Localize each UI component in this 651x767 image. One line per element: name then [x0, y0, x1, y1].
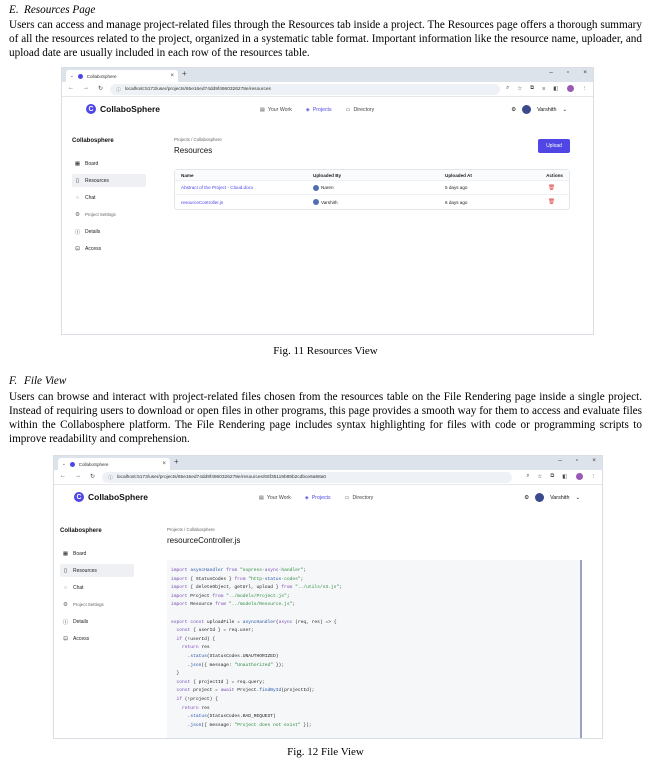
section-f-paragraph: Users can browse and interact with project-related files chosen from the resources table on the File Rendering page inside a single project. Instead of requiring users to download or open files in other programs, this page provides a smooth way for them to access and evaluate files within the Collabosphere platform. The File Rendering page includes syntax highlighting for files with code or programming scripts to improve readability and comprehension.	[9, 391, 642, 445]
board-icon: ▦	[74, 160, 81, 167]
nav-projects[interactable]: ◈ Projects	[304, 495, 331, 501]
back-icon[interactable]: ←	[68, 85, 74, 91]
nav-projects[interactable]: ◈ Projects	[305, 107, 332, 113]
info-icon: ⓘ	[74, 229, 81, 236]
code-line: if (!userId) {	[176, 636, 216, 642]
zoom-icon[interactable]: ⌕	[506, 85, 510, 91]
col-uploaded-at: Uploaded At	[445, 172, 472, 178]
breadcrumb[interactable]: Projects / Collabosphere	[174, 137, 222, 142]
zoom-icon[interactable]: ⌕	[526, 473, 530, 479]
file-icon: ▯	[63, 567, 68, 574]
browser-tabbar	[62, 68, 593, 82]
board-icon: ▦	[62, 550, 69, 557]
settings-icon[interactable]: ⚙	[511, 106, 517, 113]
forward-icon[interactable]: →	[75, 473, 81, 479]
close-window-icon[interactable]: ×	[592, 457, 596, 464]
star-icon[interactable]: ☆	[537, 473, 543, 480]
app-header	[54, 486, 602, 510]
maximize-icon[interactable]: ▫	[566, 69, 570, 76]
star-icon[interactable]: ☆	[517, 85, 523, 92]
app-logo[interactable]: C CollaboSphere	[86, 104, 160, 114]
site-info-icon[interactable]: ⓘ	[108, 476, 113, 481]
page-title: Resources	[174, 146, 213, 155]
resource-link[interactable]: resourceController.js	[181, 199, 224, 205]
folder-icon: ▭	[344, 495, 350, 501]
lock-icon: ⊡	[63, 635, 68, 642]
settings-icon[interactable]: ⚙	[524, 494, 530, 501]
section-e-paragraph: Users can access and manage project-related files through the Resources tab inside a project. The Resources page offers a thorough summary of all the resources related to the project, organized in a systematic table format. Important information like the resource name, uploader, and upload date are usually included in each row of the resources table.	[9, 19, 642, 59]
favicon-icon	[70, 462, 75, 467]
section-f-heading: F. File View	[9, 375, 67, 387]
new-tab-icon[interactable]: +	[182, 69, 187, 78]
user-menu[interactable]: ⚙ Varshith ⌄	[511, 106, 567, 113]
fig12-caption: Fig. 12 File View	[287, 746, 364, 758]
nav-your-work[interactable]: ▤ Your Work	[259, 495, 291, 501]
url-field[interactable]: ⓘ localhost:5173/user/projects/65e16ed74dd9f4960326278e/resources	[110, 84, 500, 95]
browser-tab[interactable]: ⌄ CollaboSphere ×	[58, 458, 170, 470]
code-line: return res	[182, 645, 210, 651]
window-controls	[558, 457, 596, 464]
folder-icon: ▭	[345, 107, 351, 113]
address-bar	[54, 470, 602, 485]
minimize-icon[interactable]: –	[558, 457, 562, 464]
code-line: .status(StatusCodes.BAD_REQUEST)	[171, 714, 276, 720]
sidebar-item-access[interactable]: ⊡ Access	[63, 635, 90, 642]
sidebar-item-chat[interactable]: ◌ Chat	[63, 584, 84, 591]
code-line: .json({ message: "Unauthorized" });	[171, 662, 285, 668]
sidebar-item-access[interactable]: ⊡ Access	[75, 245, 102, 252]
logo-icon: C	[74, 492, 84, 502]
project-sidebar	[72, 138, 146, 259]
reload-icon[interactable]: ↻	[90, 474, 96, 480]
code-line: import { StatusCodes } from "http-status-codes";	[171, 576, 304, 582]
extensions-icon[interactable]: ⧉	[530, 85, 535, 91]
sidebar-item-details[interactable]: ⓘ Details	[74, 228, 101, 236]
minimize-icon[interactable]: –	[549, 69, 553, 76]
resources-table	[174, 169, 570, 210]
code-line: return res	[182, 705, 210, 711]
info-icon: ⓘ	[62, 619, 69, 626]
code-line: import Resource from "../models/Resource.js";	[171, 602, 296, 608]
reload-icon[interactable]: ↻	[98, 86, 104, 92]
new-tab-icon[interactable]: +	[174, 457, 179, 466]
avatar	[535, 493, 544, 502]
close-icon[interactable]: ×	[162, 461, 166, 467]
sidebar-item-board[interactable]: ▦ Board	[62, 550, 87, 557]
breadcrumb[interactable]: Projects / Collabosphere	[167, 527, 215, 532]
sidebar-item-chat[interactable]: ◌ Chat	[75, 194, 96, 201]
avatar	[313, 185, 319, 191]
gear-icon: ⚙	[75, 211, 80, 218]
chevron-down-icon[interactable]: ⌄	[70, 73, 74, 78]
code-line: import { deleteObject, getUrl, upload } from "../utils/s3.js";	[171, 585, 342, 591]
fig11-caption: Fig. 11 Resources View	[273, 345, 378, 357]
profile-icon[interactable]	[567, 85, 574, 92]
code-viewer	[167, 560, 582, 739]
upload-time: 6 days ago	[445, 199, 468, 205]
col-actions: Actions	[546, 172, 563, 178]
code-line: export const uploadFile = asyncHandler(async (req, res) => {	[171, 619, 337, 625]
section-e-heading: E. Resources Page	[9, 4, 96, 16]
code-line	[171, 610, 580, 619]
close-window-icon[interactable]: ×	[583, 69, 587, 76]
app-logo[interactable]: C CollaboSphere	[74, 492, 148, 502]
code-line: const { userId } = req.user;	[176, 628, 254, 634]
sidebar-item-details[interactable]: ⓘ Details	[62, 618, 89, 626]
sidebar-title: Collabosphere	[72, 138, 114, 144]
upload-button[interactable]: Upload	[538, 139, 570, 153]
avatar	[313, 199, 319, 205]
chevron-down-icon: ⌄	[562, 106, 567, 113]
page-title: resourceController.js	[167, 536, 241, 545]
table-header	[175, 170, 569, 181]
chat-icon: ◌	[63, 584, 68, 591]
gear-icon: ⚙	[63, 601, 68, 608]
browser-tabbar	[54, 456, 602, 470]
top-nav	[259, 495, 373, 501]
logo-icon: C	[86, 104, 96, 114]
browser-tab[interactable]: ⌄ CollaboSphere ×	[66, 70, 178, 82]
lock-icon: ⊡	[75, 245, 80, 252]
sidebar-item-project-settings[interactable]: ⚙ Project Settings	[63, 601, 104, 608]
code-line: .json({ message: "Project does not exist" });	[171, 722, 312, 728]
address-bar	[62, 82, 593, 97]
fig11-screenshot	[61, 67, 594, 335]
sidebar-item-resources[interactable]: ▯ Resources	[60, 564, 134, 577]
menu-icon[interactable]: ⋮	[590, 473, 596, 480]
user-menu[interactable]: ⚙ Varshith ⌄	[524, 494, 580, 501]
site-info-icon[interactable]: ⓘ	[116, 88, 121, 93]
trash-icon[interactable]: 🗑	[548, 184, 555, 191]
sidebar-item-board[interactable]: ▦ Board	[74, 160, 99, 167]
back-icon[interactable]: ←	[60, 473, 66, 479]
resource-link[interactable]: Abstract of the Project - Cloud.docx	[181, 185, 254, 190]
maximize-icon[interactable]: ▫	[575, 457, 579, 464]
fig12-screenshot	[53, 455, 603, 739]
file-icon: ▯	[75, 177, 80, 184]
table-row: resourceController.js Varshith 6 days ago 🗑	[175, 195, 569, 209]
trash-icon[interactable]: 🗑	[548, 199, 555, 205]
chat-icon: ◌	[75, 194, 80, 201]
calendar-icon: ▤	[259, 495, 264, 501]
code-line: if (!project) {	[176, 696, 218, 702]
code-line: const project = await Project.findById(projectId);	[176, 688, 315, 694]
code-line: }	[171, 671, 180, 677]
favicon-icon	[78, 74, 83, 79]
extensions-icon[interactable]: ⧉	[550, 473, 555, 479]
project-sidebar	[60, 528, 134, 649]
upload-time: 5 days ago	[445, 185, 468, 190]
calendar-icon: ▤	[260, 107, 265, 113]
sidebar-title: Collabosphere	[60, 528, 102, 534]
cube-icon: ◈	[305, 107, 310, 113]
cube-icon: ◈	[304, 495, 309, 501]
col-uploaded-by: Uploaded By	[313, 172, 342, 178]
nav-directory[interactable]: ▭ Directory	[344, 495, 374, 501]
sidepanel-icon[interactable]: ◧	[562, 473, 568, 480]
code-line: const { projectId } = req.query;	[176, 679, 265, 685]
nav-your-work[interactable]: ▤ Your Work	[260, 107, 292, 113]
app-header	[62, 98, 593, 122]
url-field[interactable]: ⓘ localhost:5173/user/projects/65e16ed74dd9f4960326278e/resources/65f35119b89b2cdbce6a98a0	[102, 472, 512, 483]
chevron-down-icon[interactable]: ⌄	[62, 461, 66, 466]
menu-icon[interactable]: ⋮	[581, 85, 587, 92]
reading-list-icon[interactable]: ≡	[542, 85, 546, 92]
code-line: import asyncHandler from "express-async-handler";	[171, 568, 307, 573]
close-icon[interactable]: ×	[170, 73, 174, 79]
forward-icon[interactable]: →	[83, 85, 89, 91]
window-controls	[549, 69, 587, 76]
profile-icon[interactable]	[576, 473, 583, 480]
avatar	[522, 105, 531, 114]
sidebar-item-project-settings[interactable]: ⚙ Project Settings	[75, 211, 116, 218]
top-nav	[260, 107, 374, 113]
chevron-down-icon: ⌄	[575, 494, 580, 501]
sidebar-item-resources[interactable]: ▯ Resources	[72, 174, 146, 187]
sidepanel-icon[interactable]: ◧	[553, 85, 559, 92]
table-row: Abstract of the Project - Cloud.docx Naren 5 days ago 🗑	[175, 181, 569, 195]
col-name: Name	[181, 172, 194, 178]
code-line: .status(StatusCodes.UNAUTHORIZED)	[171, 653, 279, 659]
nav-directory[interactable]: ▭ Directory	[345, 107, 375, 113]
code-line: import Project from "../models/Project.js";	[171, 593, 290, 599]
